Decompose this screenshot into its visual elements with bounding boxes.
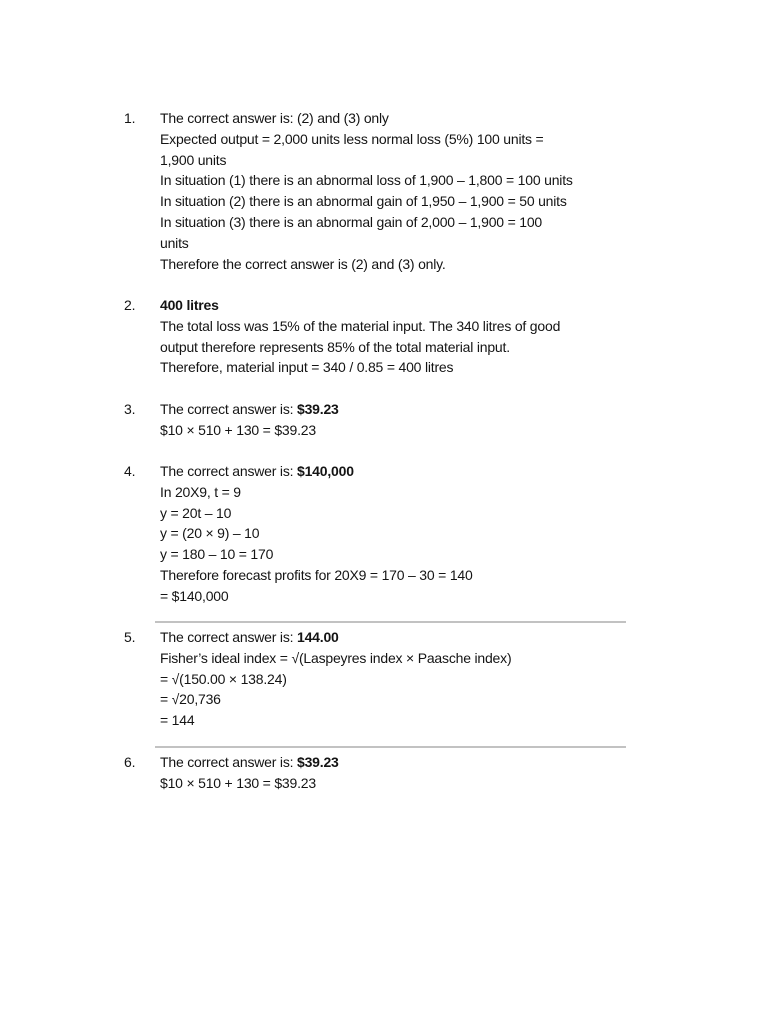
answer-number: 3. — [124, 401, 136, 417]
answer-value: 144.00 — [297, 629, 339, 645]
answer-number: 6. — [124, 754, 136, 770]
answer-line: = 144 — [160, 712, 195, 729]
answer-line: = √(150.00 × 138.24) — [160, 670, 287, 687]
answer-value: $39.23 — [297, 754, 339, 770]
answer-line: 1,900 units — [160, 151, 227, 168]
answer-value: $140,000 — [297, 463, 354, 479]
answer-line: Therefore, material input = 340 / 0.85 = 400 litres — [160, 359, 454, 376]
answer-line — [160, 461, 630, 482]
answer-line — [160, 627, 630, 648]
answer-line: Expected output = 2,000 units less normal loss (5%) 100 units = — [160, 130, 544, 147]
answer-line: = $140,000 — [160, 587, 229, 604]
answer-number: 4. — [124, 463, 136, 479]
answer-number: 1. — [124, 110, 136, 126]
answer-line — [160, 752, 630, 773]
answer-line: In situation (3) there is an abnormal gain of 2,000 – 1,900 = 100 — [160, 213, 542, 230]
answer-value: $39.23 — [297, 401, 339, 417]
answer-line-text: The correct answer is: — [160, 401, 297, 417]
answer-line — [160, 295, 630, 316]
answer-line-text: The correct answer is: — [160, 463, 297, 479]
answer-line: In situation (1) there is an abnormal loss of 1,900 – 1,800 = 100 units — [160, 172, 573, 189]
answer-body — [160, 399, 630, 441]
answer-body — [160, 295, 630, 378]
answer-line: units — [160, 234, 189, 251]
answer-line: $10 × 510 + 130 = $39.23 — [160, 774, 316, 791]
divider — [155, 746, 626, 748]
answer-line: In situation (2) there is an abnormal gain of 1,950 – 1,900 = 50 units — [160, 193, 567, 210]
answer-line: y = 20t – 10 — [160, 504, 232, 521]
answer-value: 400 litres — [160, 297, 219, 313]
answer-line: Therefore the correct answer is (2) and (3) only. — [160, 255, 446, 272]
answer-body — [160, 627, 630, 731]
answer-body — [160, 752, 630, 794]
answer-line: $10 × 510 + 130 = $39.23 — [160, 421, 316, 438]
answer-line-text: The correct answer is: — [160, 754, 297, 770]
answer-line: The correct answer is: (2) and (3) only — [160, 110, 389, 126]
answer-number: 5. — [124, 629, 136, 645]
answer-line: Fisher’s ideal index = √(Laspeyres index × Paasche index) — [160, 649, 512, 666]
answer-line: y = (20 × 9) – 10 — [160, 525, 260, 542]
answer-line: In 20X9, t = 9 — [160, 483, 241, 500]
answer-line: = √20,736 — [160, 691, 221, 708]
answer-line: y = 180 – 10 = 170 — [160, 546, 274, 563]
answer-body — [160, 461, 630, 607]
divider — [155, 621, 626, 623]
answer-body — [160, 108, 630, 274]
answer-number: 2. — [124, 297, 136, 313]
answer-line: The total loss was 15% of the material input. The 340 litres of good — [160, 317, 561, 334]
answer-line — [160, 399, 630, 420]
answer-line: Therefore forecast profits for 20X9 = 170 – 30 = 140 — [160, 566, 473, 583]
answer-line: output therefore represents 85% of the total material input. — [160, 338, 510, 355]
answer-line-text: The correct answer is: — [160, 629, 297, 645]
